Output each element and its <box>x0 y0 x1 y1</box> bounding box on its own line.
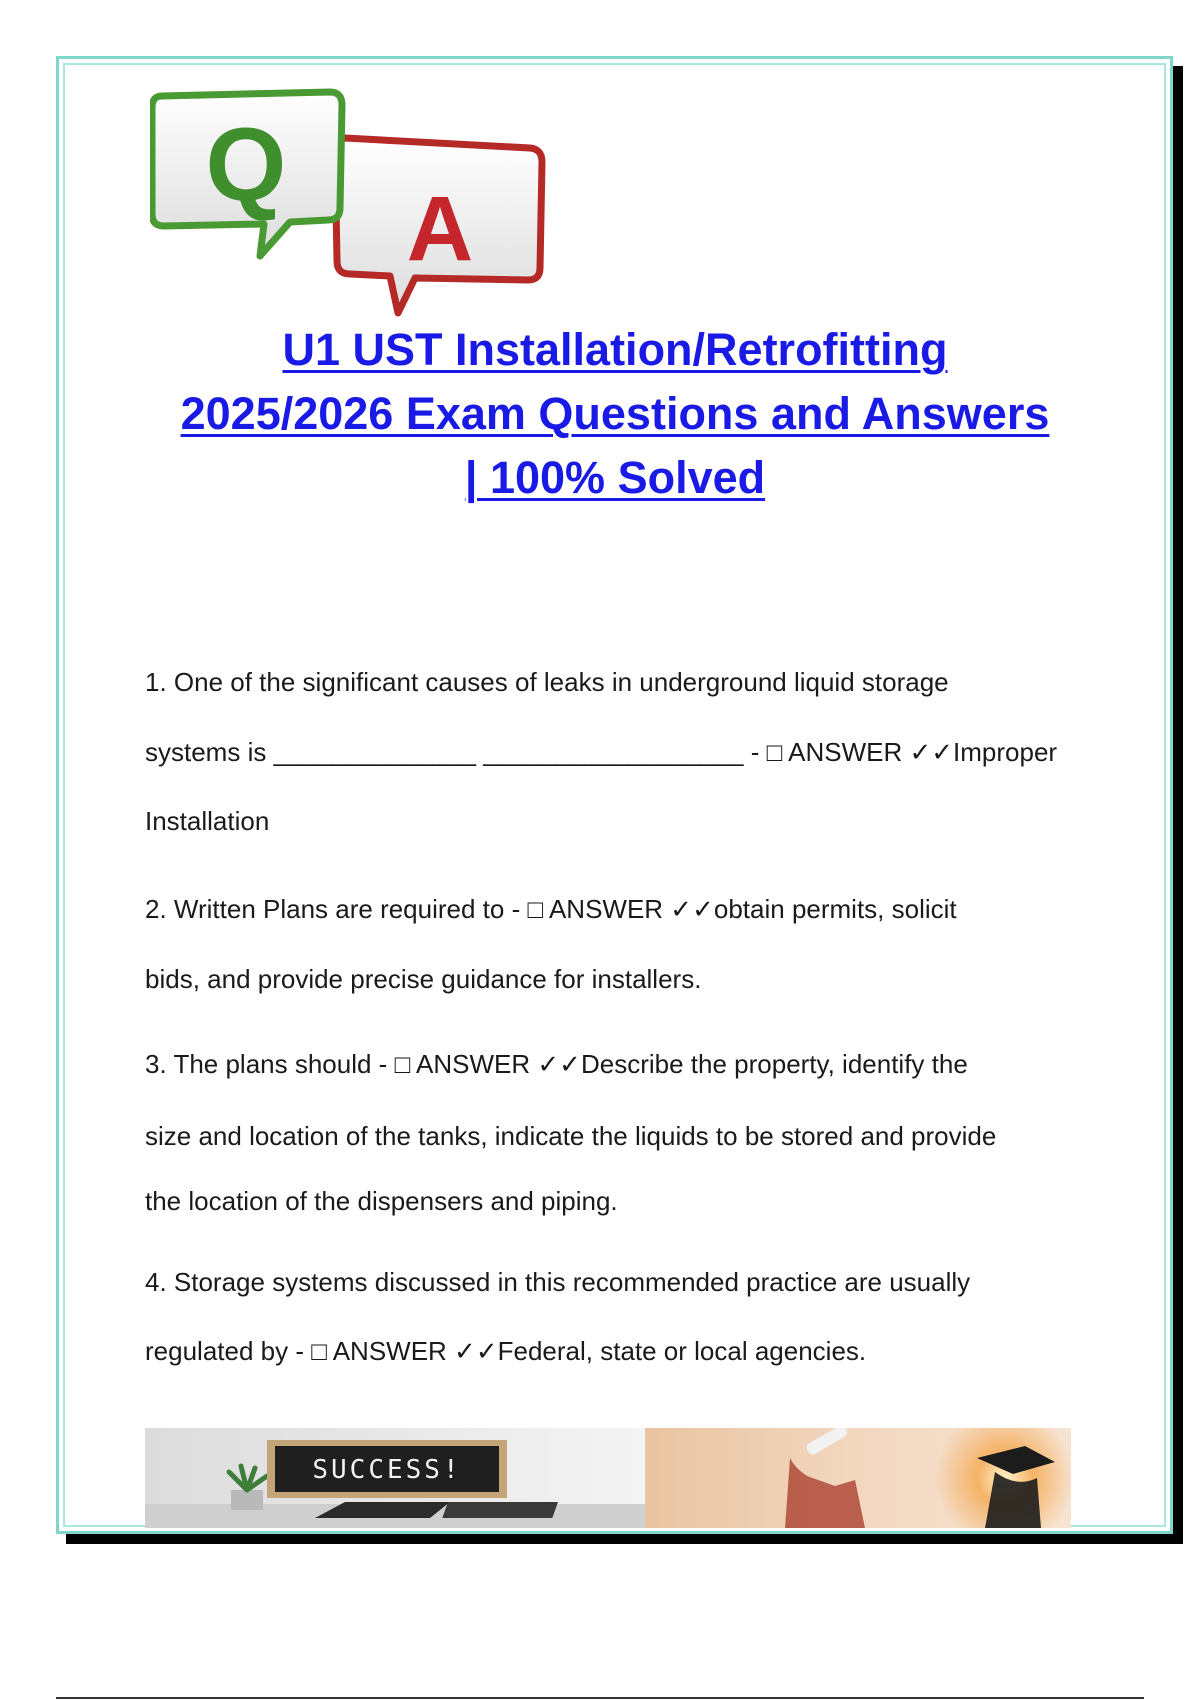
question-4-line-2: regulated by - □ ANSWER ✓✓Federal, state or local agencies. <box>145 1336 867 1366</box>
q-letter: Q <box>205 107 287 223</box>
question-1-line-1: 1. One of the significant causes of leaks in underground liquid storage <box>145 667 949 697</box>
success-sign-text: SUCCESS! <box>312 1455 462 1485</box>
success-banner-image <box>145 1428 1071 1528</box>
q-bubble-icon <box>152 92 342 256</box>
qa-speech-bubbles-logo <box>150 88 550 320</box>
document-title <box>120 318 1110 510</box>
question-4-line-1: 4. Storage systems discussed in this recommended practice are usually <box>145 1267 971 1297</box>
success-sign <box>267 1440 507 1498</box>
title-line-3: | 100% Solved <box>464 452 766 503</box>
a-bubble-icon <box>335 138 542 313</box>
question-3-line-1: 3. The plans should - □ ANSWER ✓✓Describe the property, identify the <box>145 1049 968 1079</box>
question-3-line-3: the location of the dispensers and piping. <box>145 1186 618 1216</box>
title-line-1: U1 UST Installation/Retrofitting <box>282 324 948 375</box>
question-1-line-2: systems is ______________ __________________ - □ ANSWER ✓✓Improper <box>145 737 1058 767</box>
bottom-rule <box>56 1697 1144 1699</box>
question-2-line-2: bids, and provide precise guidance for installers. <box>145 964 702 994</box>
a-letter: A <box>406 178 474 280</box>
question-2-line-1: 2. Written Plans are required to - □ ANSWER ✓✓obtain permits, solicit <box>145 894 957 924</box>
question-3-line-2: size and location of the tanks, indicate the liquids to be stored and provide <box>145 1121 997 1151</box>
question-1-line-3: Installation <box>145 806 270 836</box>
title-line-2: 2025/2026 Exam Questions and Answers <box>180 388 1050 439</box>
